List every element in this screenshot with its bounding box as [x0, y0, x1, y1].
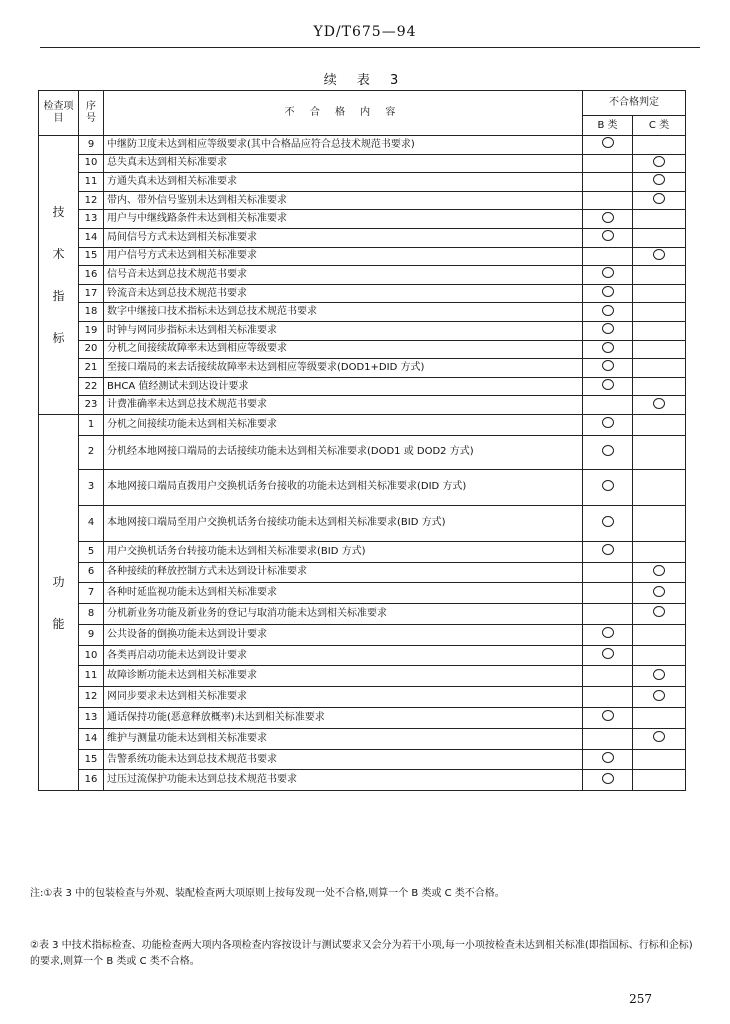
seq-cell: 13: [79, 210, 104, 229]
c-class-cell: [633, 359, 686, 378]
table-row: [39, 666, 686, 687]
c-class-cell: [633, 541, 686, 562]
table-row: [39, 645, 686, 666]
seq-cell: 13: [79, 708, 104, 729]
table-row: [39, 377, 686, 396]
seq-cell: 22: [79, 377, 104, 396]
nonconformity-mark: [602, 710, 614, 721]
b-class-cell: [583, 770, 633, 791]
seq-cell: 9: [79, 624, 104, 645]
content-cell: 网同步要求未达到相关标准要求: [104, 687, 583, 708]
b-class-cell: [583, 728, 633, 749]
nonconformity-mark: [653, 249, 665, 260]
nonconformity-mark: [653, 193, 665, 204]
nonconformity-mark: [602, 305, 614, 316]
table-row: [39, 247, 686, 266]
header-b-class: B 类: [583, 116, 633, 136]
c-class-cell: [633, 247, 686, 266]
c-class-cell: [633, 266, 686, 285]
seq-cell: 16: [79, 770, 104, 791]
c-class-cell: [633, 562, 686, 583]
c-class-cell: [633, 303, 686, 322]
seq-cell: 3: [79, 469, 104, 505]
table-row: [39, 562, 686, 583]
c-class-cell: [633, 321, 686, 340]
content-cell: 方通失真未达到相关标准要求: [104, 173, 583, 192]
table-row: [39, 687, 686, 708]
table-row: [39, 340, 686, 359]
nonconformity-mark: [602, 480, 614, 491]
content-cell: 数字中继接口技术指标未达到总技术规范书要求: [104, 303, 583, 322]
content-cell: 中继防卫度未达到相应等级要求(其中合格品应符合总技术规范书要求): [104, 136, 583, 155]
content-cell: 带内、带外信号鉴别未达到相关标准要求: [104, 191, 583, 210]
content-cell: 信号音未达到总技术规范书要求: [104, 266, 583, 285]
content-cell: 总失真未达到相关标准要求: [104, 154, 583, 173]
b-class-cell: [583, 541, 633, 562]
c-class-cell: [633, 505, 686, 541]
table-row: [39, 210, 686, 229]
table-row: [39, 396, 686, 415]
b-class-cell: [583, 321, 633, 340]
table-row: [39, 770, 686, 791]
nonconformity-mark: [653, 606, 665, 617]
b-class-cell: [583, 435, 633, 469]
b-class-cell: [583, 687, 633, 708]
content-cell: 公共设备的倒换功能未达到设计要求: [104, 624, 583, 645]
c-class-cell: [633, 154, 686, 173]
content-cell: 分机经本地网接口端局的去话接续功能未达到相关标准要求(DOD1 或 DOD2 方式): [104, 435, 583, 469]
c-class-cell: [633, 435, 686, 469]
b-class-cell: [583, 749, 633, 770]
nonconformity-mark: [602, 445, 614, 456]
page-number: 257: [629, 992, 652, 1006]
nonconformity-mark: [653, 398, 665, 409]
content-cell: 分机之间接续功能未达到相关标准要求: [104, 414, 583, 435]
content-cell: 告警系统功能未达到总技术规范书要求: [104, 749, 583, 770]
seq-cell: 5: [79, 541, 104, 562]
nonconformity-mark: [602, 360, 614, 371]
b-class-cell: [583, 284, 633, 303]
seq-cell: 6: [79, 562, 104, 583]
b-class-cell: [583, 340, 633, 359]
seq-cell: 15: [79, 749, 104, 770]
seq-cell: 15: [79, 247, 104, 266]
seq-cell: 11: [79, 666, 104, 687]
content-cell: 用户交换机话务台转接功能未达到相关标准要求(BID 方式): [104, 541, 583, 562]
content-cell: BHCA 值经测试未到达设计要求: [104, 377, 583, 396]
nonconformity-mark: [602, 627, 614, 638]
c-class-cell: [633, 136, 686, 155]
c-class-cell: [633, 414, 686, 435]
b-class-cell: [583, 562, 633, 583]
seq-cell: 21: [79, 359, 104, 378]
nonconformity-mark: [653, 731, 665, 742]
c-class-cell: [633, 377, 686, 396]
content-cell: 用户与中继线路条件未达到相关标准要求: [104, 210, 583, 229]
c-class-cell: [633, 604, 686, 625]
b-class-cell: [583, 359, 633, 378]
content-cell: 局间信号方式未达到相关标准要求: [104, 228, 583, 247]
c-class-cell: [633, 583, 686, 604]
table-row: [39, 303, 686, 322]
header-judgement: 不合格判定: [583, 91, 686, 116]
c-class-cell: [633, 284, 686, 303]
c-class-cell: [633, 666, 686, 687]
content-cell: 过压过流保护功能未达到总技术规范书要求: [104, 770, 583, 791]
table-row: [39, 505, 686, 541]
seq-cell: 8: [79, 604, 104, 625]
seq-cell: 17: [79, 284, 104, 303]
nonconformity-mark: [602, 544, 614, 555]
content-cell: 分机之间接续故障率未达到相应等级要求: [104, 340, 583, 359]
b-class-cell: [583, 303, 633, 322]
table-row: [39, 749, 686, 770]
note-1: 注:①表 3 中的包装检查与外观、装配检查两大项原则上按每发现一处不合格,则算一个 B 类或 C 类不合格。: [30, 888, 505, 899]
table-row: [39, 266, 686, 285]
nonconformity-mark: [653, 586, 665, 597]
c-class-cell: [633, 210, 686, 229]
b-class-cell: [583, 191, 633, 210]
b-class-cell: [583, 266, 633, 285]
nonconformity-mark: [602, 648, 614, 659]
c-class-cell: [633, 708, 686, 729]
table-row: [39, 541, 686, 562]
page-header: YD/T675—94: [313, 24, 417, 40]
nonconformity-mark: [602, 342, 614, 353]
table-row: [39, 435, 686, 469]
content-cell: 用户信号方式未达到相关标准要求: [104, 247, 583, 266]
nonconformity-mark: [602, 417, 614, 428]
content-cell: 至接口端局的来去话接续故障率未达到相应等级要求(DOD1+DID 方式): [104, 359, 583, 378]
table-row: [39, 191, 686, 210]
table-row: [39, 154, 686, 173]
nonconformity-mark: [653, 690, 665, 701]
header-content: 不 合 格 内 容: [104, 91, 583, 136]
header-rule: [40, 47, 700, 48]
seq-cell: 12: [79, 191, 104, 210]
seq-cell: 12: [79, 687, 104, 708]
nonconformity-mark: [653, 565, 665, 576]
seq-cell: 23: [79, 396, 104, 415]
nonconformity-mark: [602, 137, 614, 148]
nonconformity-mark: [602, 212, 614, 223]
nonconformity-mark: [602, 516, 614, 527]
nonconformity-mark: [602, 752, 614, 763]
seq-cell: 1: [79, 414, 104, 435]
b-class-cell: [583, 210, 633, 229]
c-class-cell: [633, 687, 686, 708]
b-class-cell: [583, 604, 633, 625]
c-class-cell: [633, 340, 686, 359]
nonconformity-mark: [602, 379, 614, 390]
seq-cell: 14: [79, 728, 104, 749]
b-class-cell: [583, 624, 633, 645]
seq-cell: 4: [79, 505, 104, 541]
c-class-cell: [633, 645, 686, 666]
b-class-cell: [583, 414, 633, 435]
b-class-cell: [583, 173, 633, 192]
header-seq: 序号: [79, 91, 104, 136]
table-caption: 续 表 3: [323, 73, 407, 88]
b-class-cell: [583, 469, 633, 505]
seq-cell: 18: [79, 303, 104, 322]
content-cell: 各种时延监视功能未达到相关标准要求: [104, 583, 583, 604]
table-row: [39, 228, 686, 247]
category-technical: 技 术 指 标: [39, 136, 79, 415]
nonconformity-mark: [653, 174, 665, 185]
seq-cell: 19: [79, 321, 104, 340]
content-cell: 本地网接口端局直拨用户交换机话务台接收的功能未达到相关标准要求(DID 方式): [104, 469, 583, 505]
nonconformity-mark: [653, 156, 665, 167]
table-row: [39, 173, 686, 192]
table-row: [39, 136, 686, 155]
table-row: [39, 414, 686, 435]
seq-cell: 10: [79, 154, 104, 173]
table-row: [39, 728, 686, 749]
table-row: [39, 321, 686, 340]
table-row: [39, 469, 686, 505]
c-class-cell: [633, 749, 686, 770]
c-class-cell: [633, 770, 686, 791]
table-row: [39, 583, 686, 604]
note-2: ②表 3 中技术指标检查、功能检查两大项内各项检查内容按设计与测试要求又会分为若干小项,每一小项按检查未达到相关标准(即指国标、行标和企标)的要求,则算一个 B 类或 C 类不合格。: [30, 940, 693, 967]
b-class-cell: [583, 377, 633, 396]
seq-cell: 7: [79, 583, 104, 604]
content-cell: 维护与测量功能未达到相关标准要求: [104, 728, 583, 749]
c-class-cell: [633, 173, 686, 192]
nonconformity-mark: [602, 286, 614, 297]
c-class-cell: [633, 228, 686, 247]
content-cell: 时钟与网同步指标未达到相关标准要求: [104, 321, 583, 340]
header-item: 检查项目: [39, 91, 79, 136]
table-row: [39, 624, 686, 645]
content-cell: 各类再启动功能未达到设计要求: [104, 645, 583, 666]
category-functional: 功 能: [39, 414, 79, 790]
b-class-cell: [583, 396, 633, 415]
c-class-cell: [633, 191, 686, 210]
b-class-cell: [583, 666, 633, 687]
header-c-class: C 类: [633, 116, 686, 136]
inspection-table: [38, 90, 686, 791]
b-class-cell: [583, 136, 633, 155]
b-class-cell: [583, 247, 633, 266]
content-cell: 本地网接口端局至用户交换机话务台接续功能未达到相关标准要求(BID 方式): [104, 505, 583, 541]
seq-cell: 11: [79, 173, 104, 192]
b-class-cell: [583, 583, 633, 604]
c-class-cell: [633, 624, 686, 645]
content-cell: 铃流音未达到总技术规范书要求: [104, 284, 583, 303]
nonconformity-mark: [602, 267, 614, 278]
nonconformity-mark: [602, 323, 614, 334]
seq-cell: 20: [79, 340, 104, 359]
nonconformity-mark: [602, 230, 614, 241]
b-class-cell: [583, 645, 633, 666]
nonconformity-mark: [602, 773, 614, 784]
b-class-cell: [583, 505, 633, 541]
seq-cell: 16: [79, 266, 104, 285]
table-row: [39, 604, 686, 625]
table-row: [39, 708, 686, 729]
c-class-cell: [633, 469, 686, 505]
b-class-cell: [583, 228, 633, 247]
content-cell: 分机新业务功能及新业务的登记与取消功能未达到相关标准要求: [104, 604, 583, 625]
table-row: [39, 359, 686, 378]
b-class-cell: [583, 708, 633, 729]
b-class-cell: [583, 154, 633, 173]
content-cell: 故障诊断功能未达到相关标准要求: [104, 666, 583, 687]
seq-cell: 10: [79, 645, 104, 666]
nonconformity-mark: [653, 669, 665, 680]
content-cell: 计费准确率未达到总技术规范书要求: [104, 396, 583, 415]
c-class-cell: [633, 396, 686, 415]
c-class-cell: [633, 728, 686, 749]
seq-cell: 9: [79, 136, 104, 155]
table-row: [39, 284, 686, 303]
content-cell: 各种接续的释放控制方式未达到设计标准要求: [104, 562, 583, 583]
seq-cell: 2: [79, 435, 104, 469]
content-cell: 通话保持功能(恶意释放概率)未达到相关标准要求: [104, 708, 583, 729]
seq-cell: 14: [79, 228, 104, 247]
